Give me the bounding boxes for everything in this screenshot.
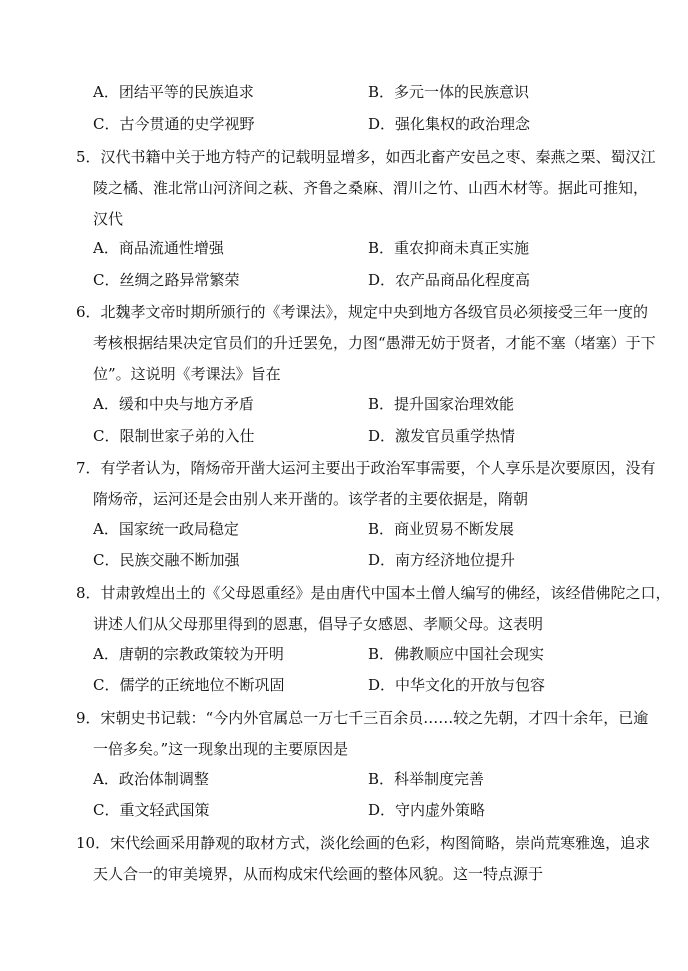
q7-stem-line-2: 隋炀帝，运河还是会由别人来开凿的。该学者的主要依据是，隋朝 — [93, 490, 529, 508]
q4-option-d: D．强化集权的政治理念 — [368, 115, 531, 133]
q10-stem-line-2: 天人合一的审美境界，从而构成宋代绘画的整体风貌。这一特点源于 — [93, 865, 544, 883]
q4-option-b: B．多元一体的民族意识 — [368, 83, 530, 101]
q9-stem-line-2: 一倍多矣。”这一现象出现的主要原因是 — [93, 740, 349, 758]
q8-option-b: B．佛教顺应中国社会现实 — [368, 645, 545, 663]
q5-stem-line-2: 陵之橘、淮北常山河济间之萩、齐鲁之桑麻、渭川之竹、山西木材等。据此可推知， — [93, 179, 649, 197]
q8-stem-line-1: 8．甘肃敦煌出土的《父母恩重经》是由唐代中国本土僧人编写的佛经，该经借佛陀之口， — [76, 584, 671, 602]
q5-option-a: A．商品流通性增强 — [93, 239, 224, 257]
q6-option-d: D．激发官员重学热情 — [368, 427, 516, 445]
q5-stem-line-1: 5．汉代书籍中关于地方特产的记载明显增多，如西北畜产安邑之枣、秦燕之栗、蜀汉江 — [76, 148, 656, 166]
q9-option-a: A．政治体制调整 — [93, 770, 209, 788]
q5-option-b: B．重农抑商未真正实施 — [368, 239, 530, 257]
q6-option-b: B．提升国家治理效能 — [368, 395, 515, 413]
q8-option-a: A．唐朝的宗教政策较为开明 — [93, 645, 284, 663]
q7-option-b: B．商业贸易不断发展 — [368, 520, 515, 538]
q10-stem-line-1: 10．宋代绘画采用静观的取材方式，淡化绘画的色彩，构图简略，崇尚荒寒雅逸，追求 — [76, 834, 651, 852]
q8-option-d: D．中华文化的开放与包容 — [368, 676, 546, 694]
q4-option-a: A．团结平等的民族追求 — [93, 83, 254, 101]
q7-option-a: A．国家统一政局稳定 — [93, 520, 239, 538]
q5-stem-line-3: 汉代 — [93, 210, 124, 228]
q9-stem-line-1: 9．宋朝史书记载：“今内外官属总一万七千三百余员……较之先朝，才四十余年，已逾 — [76, 709, 649, 727]
q4-option-c: C．古今贯通的史学视野 — [93, 115, 255, 133]
q6-stem-line-2: 考核根据结果决定官员们的升迁罢免，力图“愚滞无妨于贤者，才能不塞（堵塞）于下 — [93, 334, 656, 352]
q6-option-a: A．缓和中央与地方矛盾 — [93, 395, 254, 413]
q6-option-c: C．限制世家子弟的入仕 — [93, 427, 255, 445]
q5-option-c: C．丝绸之路异常繁荣 — [93, 271, 240, 289]
q9-option-d: D．守内虚外策略 — [368, 801, 486, 819]
q9-option-c: C．重文轻武国策 — [93, 801, 210, 819]
q9-option-b: B．科举制度完善 — [368, 770, 485, 788]
q8-option-c: C．儒学的正统地位不断巩固 — [93, 676, 285, 694]
q6-stem-line-1: 6．北魏孝文帝时期所颁行的《考课法》，规定中央到地方各级官员必须接受三年一度的 — [76, 303, 649, 321]
q7-option-c: C．民族交融不断加强 — [93, 551, 240, 569]
q6-stem-line-3: 位”。这说明《考课法》旨在 — [93, 365, 281, 383]
q7-stem-line-1: 7．有学者认为，隋炀帝开凿大运河主要出于政治军事需要，个人享乐是次要原因，没有 — [76, 459, 656, 477]
q7-option-d: D．南方经济地位提升 — [368, 551, 516, 569]
q5-option-d: D．农产品商品化程度高 — [368, 271, 531, 289]
q8-stem-line-2: 讲述人们从父母那里得到的恩惠，倡导子女感恩、孝顺父母。这表明 — [93, 615, 544, 633]
